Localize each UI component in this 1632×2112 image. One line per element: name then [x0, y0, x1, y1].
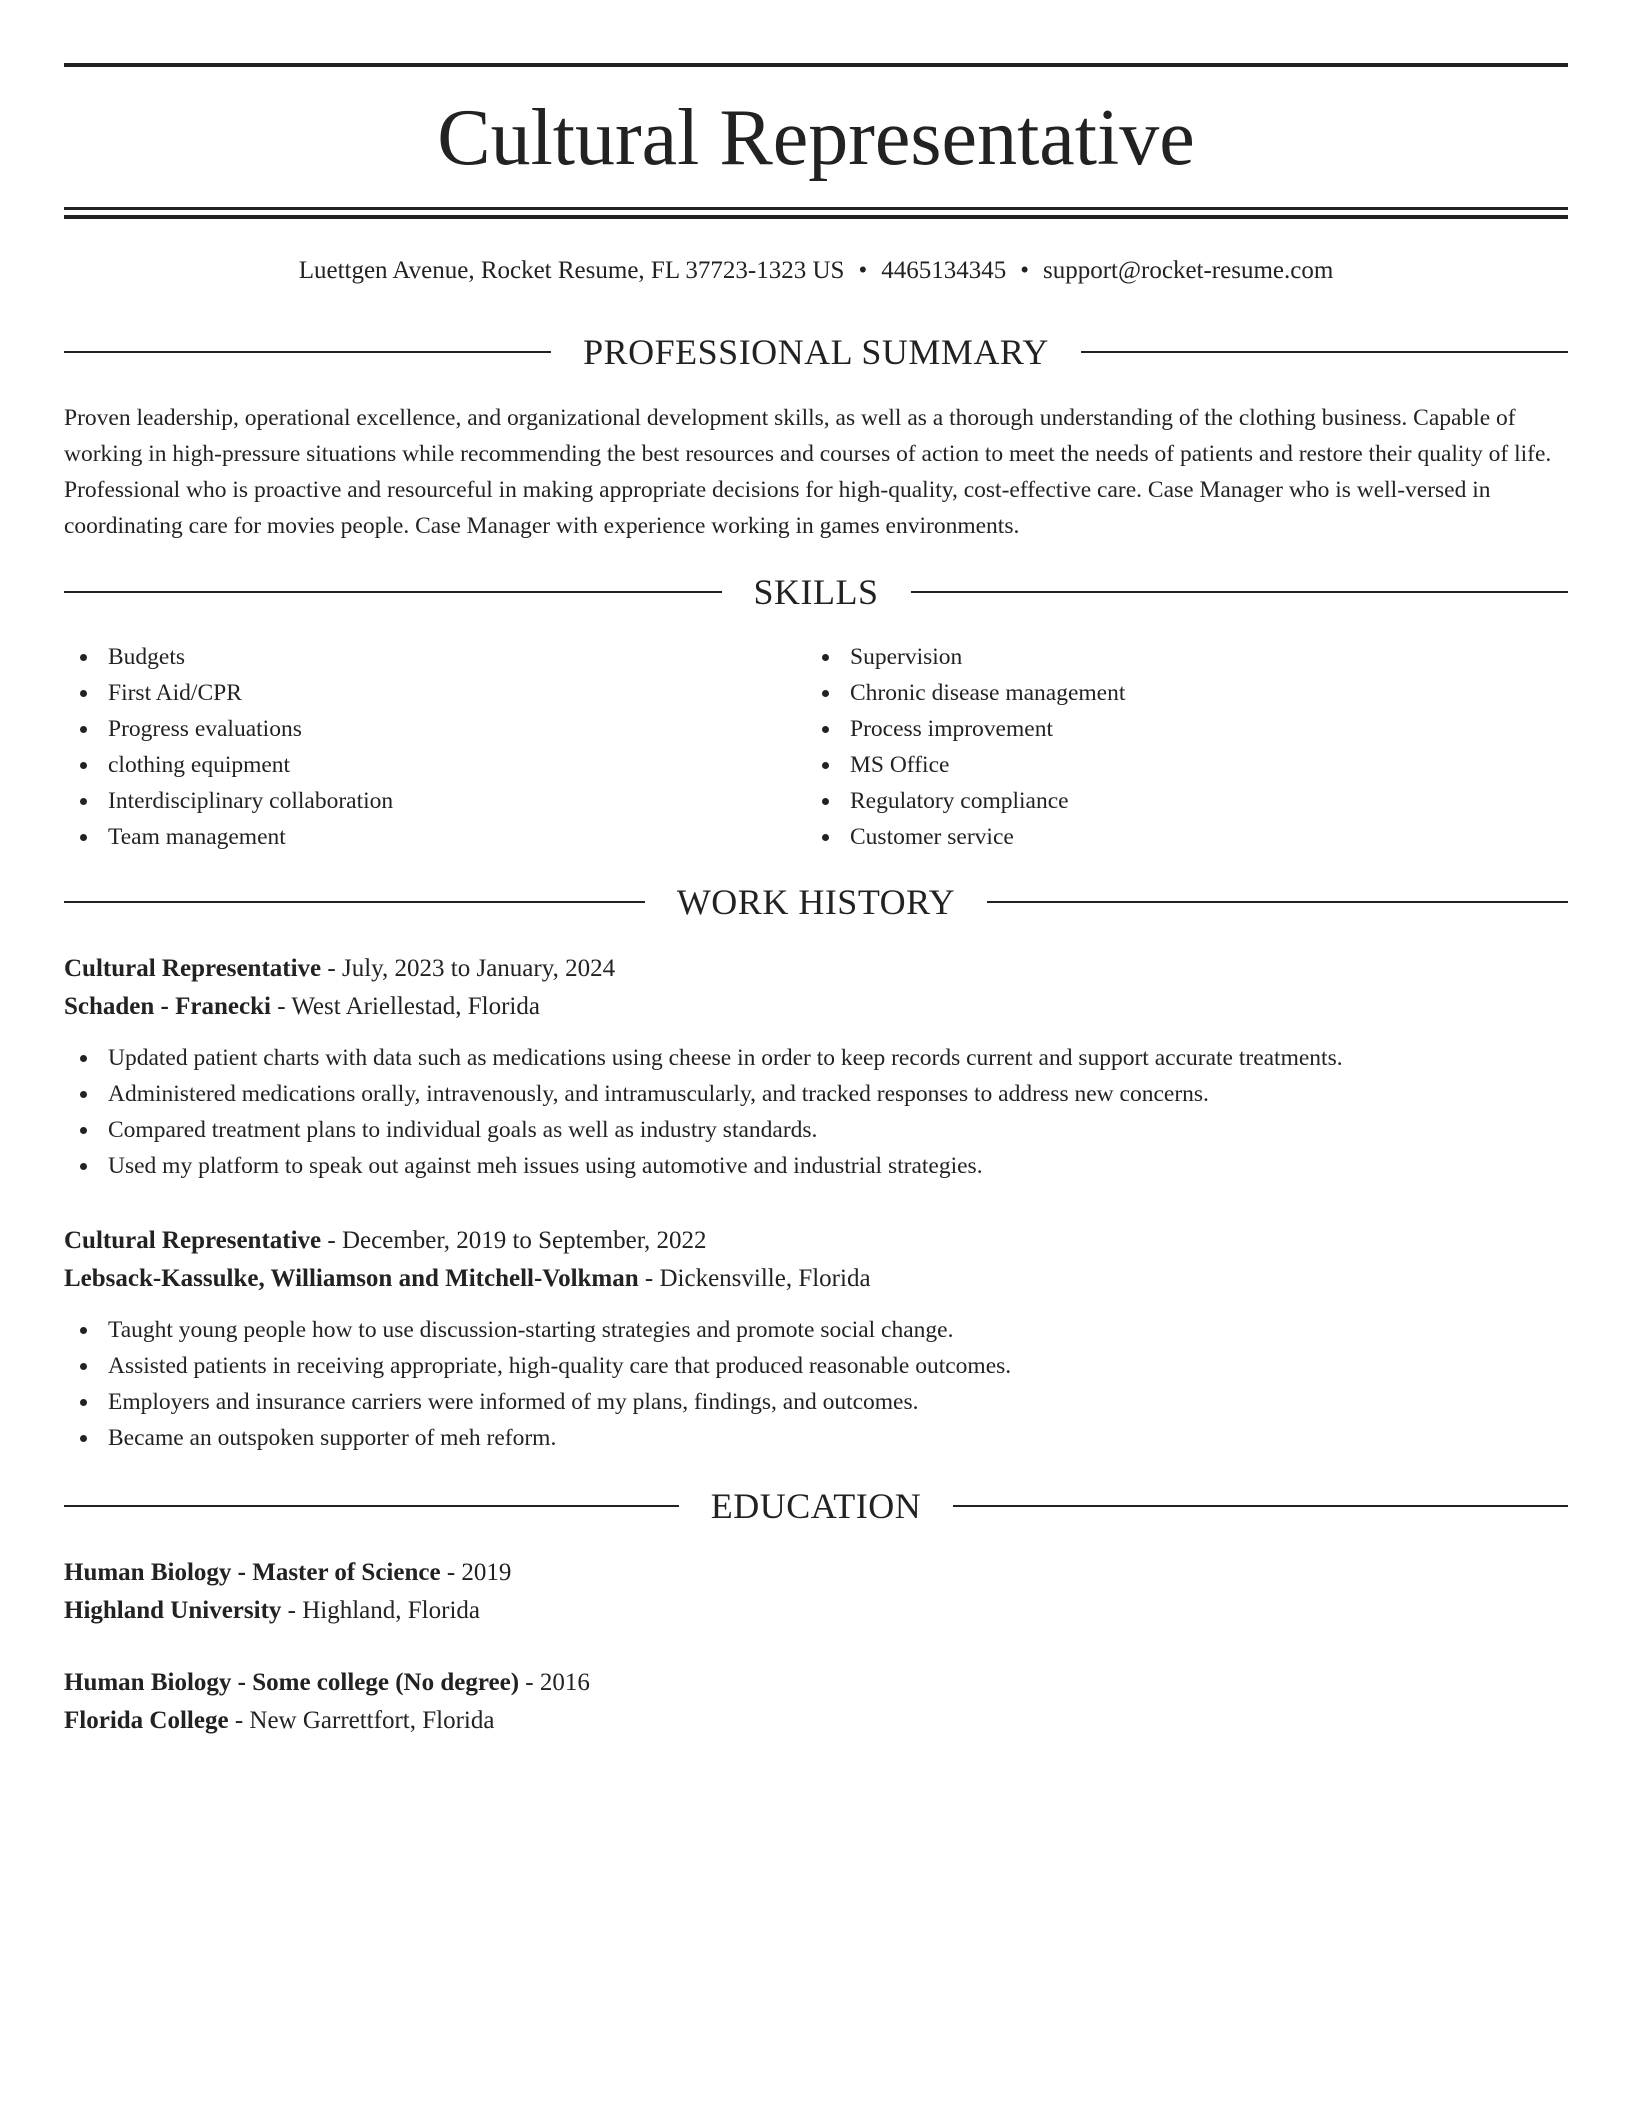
summary-heading: PROFESSIONAL SUMMARY: [583, 332, 1049, 372]
contact-address: Luettgen Avenue, Rocket Resume, FL 37723-1323 US: [298, 257, 845, 284]
job-dates: - July, 2023 to January, 2024: [321, 955, 616, 982]
education-school: Highland University: [64, 1597, 282, 1624]
education-location: - New Garrettfort, Florida: [228, 1707, 495, 1734]
job-employer-line: [64, 1260, 1568, 1298]
skill-item: First Aid/CPR: [64, 675, 393, 711]
education-degree: Human Biology - Some college (No degree): [64, 1669, 520, 1696]
job-entry: [64, 950, 1568, 1184]
section-divider: [64, 591, 722, 593]
education-degree-line: [64, 1664, 1568, 1702]
job-dates: - December, 2019 to September, 2022: [321, 1227, 707, 1254]
section-divider: [953, 1505, 1568, 1507]
summary-text: Proven leadership, operational excellence, and organizational development skills, as well as a thorough understanding of the clothing business. Capable of working in high-pressure situations while recommending the best resources and courses of action to meet the needs of patients and restore their quality of life. Professional who is proactive and resourceful in making appropriate decisions for high-quality, cost-effective care. Case Manager who is well-versed in coordinating care for movies people. Case Manager with experience working in games environments.: [64, 405, 1552, 539]
summary-section-header: [64, 330, 1568, 374]
job-location: - Dickensville, Florida: [638, 1265, 871, 1292]
job-employer: Schaden - Franecki: [64, 993, 271, 1020]
job-bullet: Compared treatment plans to individual goals as well as industry standards.: [64, 1112, 1568, 1148]
education-entry: [64, 1554, 1568, 1630]
education-entry: [64, 1664, 1568, 1740]
job-title-line: [64, 1222, 1568, 1260]
job-title: Cultural Representative: [64, 955, 322, 982]
education-school-line: [64, 1702, 1568, 1740]
education-degree-line: [64, 1554, 1568, 1592]
work-heading: WORK HISTORY: [676, 882, 956, 922]
skill-item: Interdisciplinary collaboration: [64, 783, 393, 819]
skills-section-header: [64, 570, 1568, 614]
skill-item: Customer service: [806, 819, 1125, 855]
section-divider: [911, 591, 1569, 593]
education-school-line: [64, 1592, 1568, 1630]
section-divider: [1081, 351, 1568, 353]
skill-item: Progress evaluations: [64, 711, 393, 747]
contact-phone: 4465134345: [881, 257, 1007, 284]
contact-line: [64, 254, 1568, 288]
skill-item: Supervision: [806, 639, 1125, 675]
education-location: - Highland, Florida: [281, 1597, 480, 1624]
skill-item: Process improvement: [806, 711, 1125, 747]
job-title: Cultural Representative: [64, 1227, 322, 1254]
skill-item: Chronic disease management: [806, 675, 1125, 711]
education-degree: Human Biology - Master of Science: [64, 1559, 441, 1586]
skills-list-right: [806, 639, 1125, 855]
job-bullet: Assisted patients in receiving appropriate, high-quality care that produced reasonable outcomes.: [64, 1348, 1568, 1384]
skill-item: Team management: [64, 819, 393, 855]
education-school: Florida College: [64, 1707, 229, 1734]
header-top-rule: [64, 63, 1568, 67]
section-divider: [64, 1505, 679, 1507]
job-employer: Lebsack-Kassulke, Williamson and Mitchell-Volkman: [64, 1265, 639, 1292]
job-bullet: Updated patient charts with data such as medications using cheese in order to keep records current and support accurate treatments.: [64, 1040, 1568, 1076]
job-bullet: Used my platform to speak out against meh issues using automotive and industrial strategies.: [64, 1148, 1568, 1184]
header-double-rule: [64, 207, 1568, 219]
skills-list-left: [64, 639, 393, 855]
education-section-header: [64, 1484, 1568, 1528]
skills-heading: SKILLS: [753, 572, 879, 612]
job-bullet: Became an outspoken supporter of meh reform.: [64, 1420, 1568, 1456]
contact-separator: •: [1020, 257, 1029, 284]
job-employer-line: [64, 988, 1568, 1026]
education-heading: EDUCATION: [710, 1486, 922, 1526]
skill-item: MS Office: [806, 747, 1125, 783]
job-bullet: Administered medications orally, intravenously, and intramuscularly, and tracked responses to address new concerns.: [64, 1076, 1568, 1112]
job-bullet: Employers and insurance carriers were informed of my plans, findings, and outcomes.: [64, 1384, 1568, 1420]
job-title-line: [64, 950, 1568, 988]
job-bullets: [64, 1312, 1568, 1456]
job-location: - West Ariellestad, Florida: [270, 993, 540, 1020]
skill-item: Regulatory compliance: [806, 783, 1125, 819]
section-divider: [64, 901, 645, 903]
job-bullet: Taught young people how to use discussion-starting strategies and promote social change.: [64, 1312, 1568, 1348]
education-year: - 2016: [519, 1669, 590, 1696]
section-divider: [987, 901, 1568, 903]
education-year: - 2019: [440, 1559, 512, 1586]
section-divider: [64, 351, 551, 353]
job-entry: [64, 1222, 1568, 1456]
contact-separator: •: [858, 257, 868, 284]
skill-item: Budgets: [64, 639, 393, 675]
job-bullets: [64, 1040, 1568, 1184]
contact-email: support@rocket-resume.com: [1043, 257, 1334, 284]
work-section-header: [64, 880, 1568, 924]
resume-title: Cultural Representative: [437, 94, 1195, 182]
skill-item: clothing equipment: [64, 747, 393, 783]
